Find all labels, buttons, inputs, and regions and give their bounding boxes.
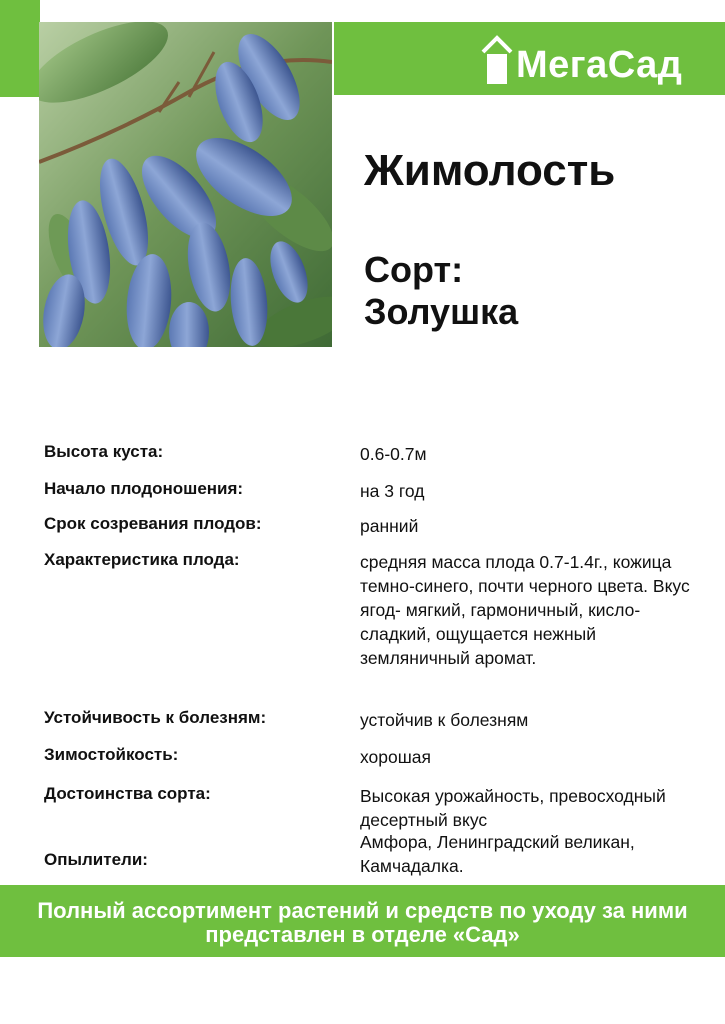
footer-band (0, 885, 725, 957)
spec-label: Достоинства сорта: (44, 784, 211, 803)
spec-value: ранний (360, 516, 419, 536)
spec-label: Зимостойкость: (44, 745, 179, 764)
spec-value: 0.6-0.7м (360, 444, 427, 464)
spec-label: Характеристика плода: (44, 550, 240, 569)
spec-value: Амфора, Ленинградский великан, Камчадалка. (360, 832, 635, 876)
top-left-accent-strip (0, 0, 40, 97)
spec-value: хорошая (360, 747, 431, 767)
megasad-logo (480, 30, 682, 86)
spec-label: Высота куста: (44, 442, 164, 461)
spec-label: Устойчивость к болезням: (44, 708, 267, 727)
brand-name: МегаСад (516, 44, 683, 86)
spec-label: Начало плодоношения: (44, 479, 244, 498)
spec-value: средняя масса плода 0.7-1.4г., кожица темно-синего, почти черного цвета. Вкус ягод- мягкий, гармоничный, кисло-сладкий, ощущается нежный земляничный аромат. (360, 552, 690, 668)
spec-label: Опылители: (44, 850, 148, 869)
spec-value: Высокая урожайность, превосходный десертный вкус (360, 786, 666, 830)
honeysuckle-photo (39, 22, 332, 347)
sort-value: Золушка (364, 291, 519, 332)
footer-line-2: представлен в отделе «Сад» (205, 922, 520, 947)
house-logo-icon (480, 34, 514, 86)
footer-line-1: Полный ассортимент растений и средств по уходу за ними (37, 898, 688, 923)
product-title: Жимолость (364, 146, 616, 195)
spec-value: устойчив к болезням (360, 710, 529, 730)
spec-label: Срок созревания плодов: (44, 514, 262, 533)
spec-value: на 3 год (360, 481, 425, 501)
sort-label: Сорт: (364, 249, 464, 290)
